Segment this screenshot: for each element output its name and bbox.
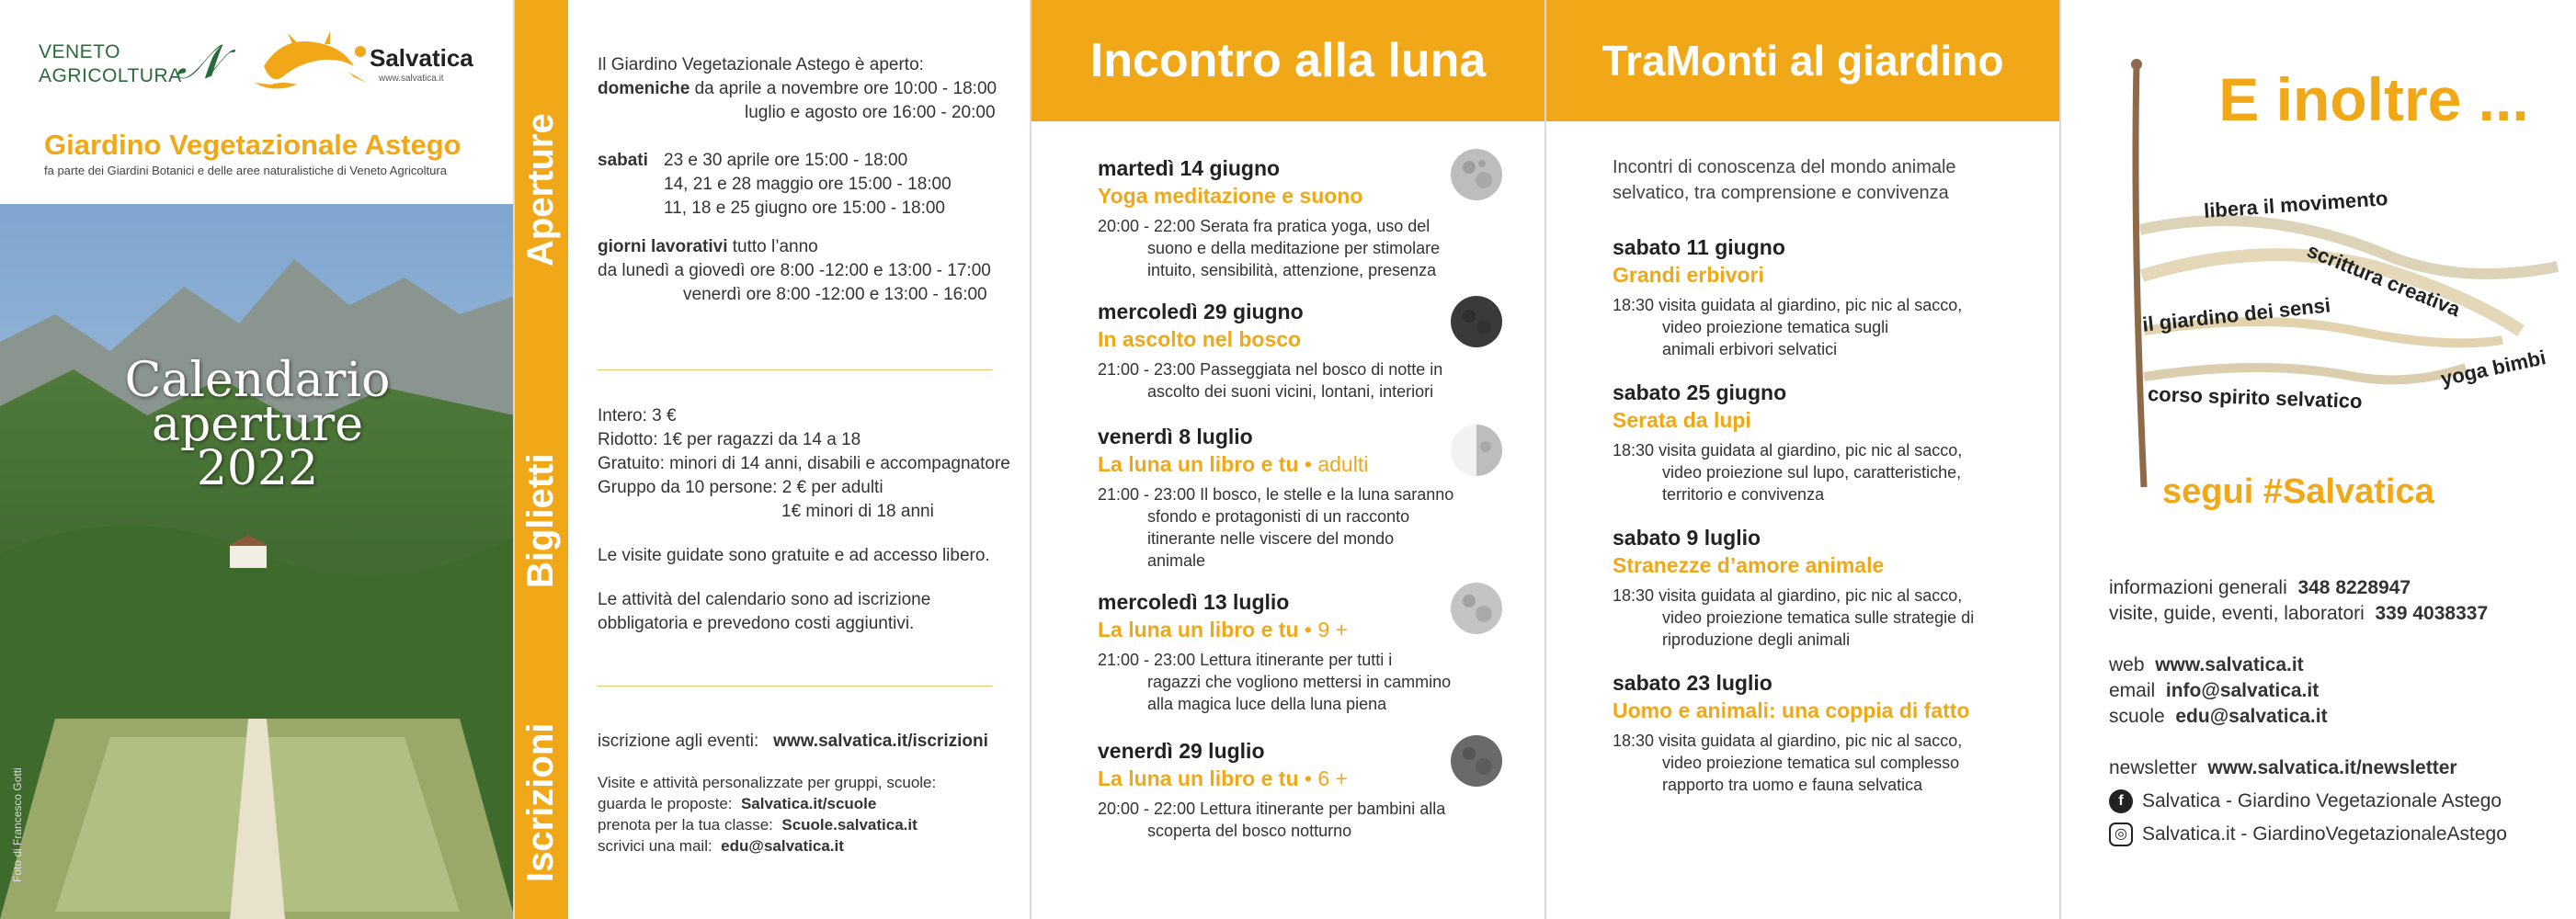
intro-line: selvatico, tra comprensione e convivenza [1613,183,1949,203]
veneto-logo-line2: AGRICOLTURA [39,65,182,86]
event-title: Uomo e animali: una coppia di fatto [1613,698,1970,722]
segui-hashtag: segui #Salvatica [2162,472,2434,511]
sabati-rows [664,149,952,221]
veneto-agricoltura-logo [39,40,182,88]
info-email-link[interactable]: info@salvatica.it [2165,680,2320,701]
newsletter-link[interactable]: www.salvatica.it/newsletter [2207,757,2457,778]
branch-illustration-icon [2080,55,2576,515]
facebook-text: Salvatica - Giardino Vegetazionale Astego [2142,790,2502,811]
tramonti-panel [1546,0,2059,919]
domeniche-line2: luglio e agosto ore 16:00 - 20:00 [745,103,996,122]
activities-note: obbligatoria e prevedono costi aggiuntivi. [598,614,915,633]
intro-line: Incontri di conoscenza del mondo animale [1613,157,1956,177]
event-line: video proiezione tematica sulle strategie di [1662,608,1975,627]
event-body [1098,649,1521,715]
event-line: Lettura itinerante per tutti i [1200,651,1393,669]
instagram-row[interactable] [2109,822,2507,847]
label-libera-movimento: libera il movimento [2203,187,2389,222]
feriali-text: tutto l’anno [727,237,818,256]
garden-landscape-image [0,204,515,919]
veneto-logo-line1: VENETO [39,41,120,62]
photo-credit: Foto di Francesco Gotti [11,767,24,882]
calendar-year: 2022 [196,441,319,496]
activities-note: Le attività del calendario sono ad iscrizione [598,590,931,609]
phone-visite-label: visite, guide, eventi, laboratori [2109,603,2365,624]
group-row [598,835,988,857]
aperture-section [598,53,997,307]
event-line: video proiezione tematica sugli [1662,318,1889,336]
event-title-extra: • 6 + [1298,766,1348,790]
event-line: Passeggiata nel bosco di notte in [1200,360,1443,379]
sabati-row: 11, 18 e 25 giugno ore 15:00 - 18:00 [664,199,946,218]
aperture-intro: Il Giardino Vegetazionale Astego è aperto: [598,55,924,74]
scuole-email-link[interactable]: edu@salvatica.it [2175,706,2328,727]
info-panel [515,0,1030,919]
full-moon-icon [1449,147,1504,202]
visite-note: Le visite guidate sono gratuite e ad accesso libero. [598,546,990,565]
luna-event [1098,588,1521,715]
luna-header: Incontro alla luna [1032,0,1544,121]
event-title-text: La luna un libro e tu [1098,452,1299,476]
event-line: visita guidata al giardino, pic nic al sacco, [1658,296,1963,314]
event-date: venerdì 8 luglio [1098,425,1253,448]
phone-info-number[interactable]: 348 8228947 [2297,577,2411,598]
event-body [1613,584,2035,651]
event-line: alla magica luce della luna piena [1147,695,1387,713]
sabati-block [598,149,997,221]
tramonti-event [1613,669,2035,796]
luna-event [1098,423,1521,572]
event-title: Grandi erbivori [1613,263,1764,287]
salvatica-logo: Salvatica [370,44,473,72]
iscrizioni-link[interactable]: www.salvatica.it/iscrizioni [773,732,988,751]
tramonti-event [1613,379,2035,505]
event-line: territorio e convivenza [1662,485,1825,504]
event-time: 18:30 [1613,586,1655,605]
event-date: venerdì 29 luglio [1098,739,1265,763]
event-title: Serata da lupi [1613,408,1751,432]
group-intro: Visite e attività personalizzate per gruppi, scuole: [598,774,937,791]
sabati-row: 23 e 30 aprile ore 15:00 - 18:00 [664,151,908,170]
group-row [598,814,988,835]
group-row [598,793,988,814]
event-line: suono e della meditazione per stimolare [1147,239,1441,257]
event-line: Lettura itinerante per bambini alla [1200,800,1446,818]
event-line: sfondo e protagonisti di un racconto [1147,507,1410,526]
ticket-row: 1€ minori di 18 anni [781,502,934,521]
event-body [1098,358,1521,403]
new-moon-icon [1449,294,1504,349]
event-line: animali erbivori selvatici [1662,340,1838,358]
luna-event [1098,154,1521,281]
event-title-text: In ascolto nel bosco [1098,327,1302,351]
label-scrittura-creativa: scrittura creativa [2303,238,2464,322]
event-date: martedì 14 giugno [1098,156,1281,180]
newsletter-row [2109,755,2457,781]
event-body [1613,439,2035,505]
event-time: 18:30 [1613,441,1655,460]
event-line: animale [1147,551,1206,570]
event-line: video proiezione sul lupo, caratteristiche, [1662,463,1962,482]
gecko-logo-icon [245,29,383,96]
scuole-row [2109,704,2328,730]
calendar-title-line1: Calendario [124,353,391,408]
event-line: scoperta del bosco notturno [1147,822,1352,840]
event-line: ragazzi che vogliono mettersi in cammino [1147,673,1452,691]
garden-subtitle: fa parte dei Giardini Botanici e delle aree naturalistiche di Veneto Agricoltura [44,164,447,177]
feriali-row [598,235,997,259]
group-row-label: guarda le proposte: [598,795,733,812]
luna-panel [1032,0,1544,919]
facebook-row[interactable] [2109,789,2502,814]
phone-visite-row [2109,601,2488,627]
event-line: Il bosco, le stelle e la luna saranno [1200,485,1454,504]
section-divider [598,369,993,370]
biglietti-section [598,404,1010,636]
full-moon-dark-icon [1449,733,1504,789]
feriali-label: giorni lavorativi [598,237,728,256]
phone-visite-number[interactable]: 339 4038337 [2375,603,2489,624]
sabati-label: sabati [598,151,648,170]
event-line: visita guidata al giardino, pic nic al sacco, [1658,441,1963,460]
event-date: sabato 11 giugno [1613,235,1785,259]
event-body [1613,730,2035,796]
event-line: riproduzione degli animali [1662,630,1851,649]
label-iscrizioni: Iscrizioni [520,722,561,882]
event-time: 20:00 - 22:00 [1098,800,1196,818]
cover-panel [0,0,515,919]
event-title-extra: • adulti [1298,452,1369,476]
email-row [2109,678,2319,704]
instagram-text: Salvatica.it - GiardinoVegetazionaleAstego [2142,823,2507,845]
event-date: sabato 9 luglio [1613,526,1761,550]
label-yoga-bimbi: yoga bimbi [2438,346,2548,391]
veneto-mark-icon: 𝒩 [177,35,222,90]
newsletter-label: newsletter [2109,757,2197,778]
label-aperture: Aperture [520,113,561,267]
logo-bar [39,28,498,101]
domeniche-text: da aprile a novembre ore 10:00 - 18:00 [690,79,997,98]
event-line: visita guidata al giardino, pic nic al sacco, [1658,586,1963,605]
domeniche-label: domeniche [598,79,690,98]
calendar-title-line2: aperture [152,397,363,452]
event-line: visita guidata al giardino, pic nic al sacco, [1658,732,1963,750]
event-body [1098,483,1521,572]
event-title-text: La luna un libro e tu [1098,618,1299,641]
web-row [2109,652,2304,678]
instagram-icon: ◎ [2109,823,2133,846]
ticket-row: Intero: 3 € [598,406,677,425]
event-time: 21:00 - 23:00 [1098,360,1196,379]
iscrizione-row [598,730,988,754]
full-moon-icon [1449,581,1504,636]
tramonti-intro [1613,154,2035,206]
event-date: mercoledì 29 giugno [1098,300,1304,323]
event-line: itinerante nelle viscere del mondo [1147,529,1395,548]
domeniche-row [598,77,997,101]
inoltre-panel [2061,0,2576,919]
half-moon-icon [1449,423,1504,478]
facebook-icon: f [2109,789,2133,813]
event-date: sabato 25 giugno [1613,380,1787,404]
sabati-row: 14, 21 e 28 maggio ore 15:00 - 18:00 [664,175,952,194]
label-giardino-sensi: il giardino dei sensi [2141,293,2332,336]
phone-info-label: informazioni generali [2109,577,2287,598]
iscrizioni-section [598,730,988,857]
event-time: 21:00 - 23:00 [1098,651,1196,669]
event-date: mercoledì 13 luglio [1098,590,1290,614]
edu-email-link[interactable]: edu@salvatica.it [721,837,844,855]
label-spirito-selvatico: corso spirito selvatico [2147,381,2363,414]
group-row-label: scrivici una mail: [598,837,712,855]
event-line: rapporto tra uomo e fauna selvatica [1662,776,1923,794]
event-line: ascolto dei suoni vicini, lontani, interiori [1147,382,1434,401]
web-label: web [2109,654,2145,675]
event-line: intuito, sensibilità, attenzione, presenza [1147,261,1437,279]
salvatica-logo-web: www.salvatica.it [379,74,444,84]
event-title: Stranezze d’amore animale [1613,553,1885,577]
phone-info-row [2109,575,2411,601]
event-body [1613,294,2035,360]
tramonti-event [1613,233,2035,360]
tramonti-header: TraMonti al giardino [1546,0,2059,121]
garden-title: Giardino Vegetazionale Astego [44,129,462,161]
calendar-title [0,353,515,496]
event-body [1098,798,1521,842]
ticket-row: Gruppo da 10 persone: 2 € per adulti [598,478,883,497]
event-line: video proiezione tematica sul complesso [1662,754,1960,772]
event-time: 21:00 - 23:00 [1098,485,1196,504]
event-time: 18:30 [1613,296,1655,314]
cover-photo [0,204,515,919]
tramonti-event [1613,524,2035,651]
email-label: email [2109,680,2156,701]
scuole-prenota-link[interactable]: Scuole.salvatica.it [781,816,918,834]
feriali-row: da lunedì a giovedì ore 8:00 -12:00 e 13:00 - 17:00 [598,261,991,280]
feriali-row: venerdì ore 8:00 -12:00 e 13:00 - 16:00 [683,285,987,304]
event-body [1098,215,1521,281]
label-biglietti: Biglietti [520,453,561,588]
event-time: 18:30 [1613,732,1655,750]
event-title-text: La luna un libro e tu [1098,766,1299,790]
scuole-proposte-link[interactable]: Salvatica.it/scuole [740,795,877,812]
event-line: Serata fra pratica yoga, uso del [1200,217,1430,235]
event-date: sabato 23 luglio [1613,671,1772,695]
luna-event [1098,298,1521,403]
website-link[interactable]: www.salvatica.it [2155,654,2304,675]
luna-event [1098,737,1521,842]
event-title-extra: • 9 + [1298,618,1348,641]
event-time: 20:00 - 22:00 [1098,217,1196,235]
group-block [598,772,988,857]
iscrizione-label: iscrizione agli eventi: [598,732,759,751]
event-title-text: Yoga meditazione e suono [1098,184,1363,208]
group-row-label: prenota per la tua classe: [598,816,773,834]
ticket-row: Ridotto: 1€ per ragazzi da 14 a 18 [598,430,861,449]
inoltre-title: E inoltre ... [2218,65,2529,133]
scuole-label: scuole [2109,706,2165,727]
ticket-row: Gratuito: minori di 14 anni, disabili e accompagnatore [598,454,1010,473]
